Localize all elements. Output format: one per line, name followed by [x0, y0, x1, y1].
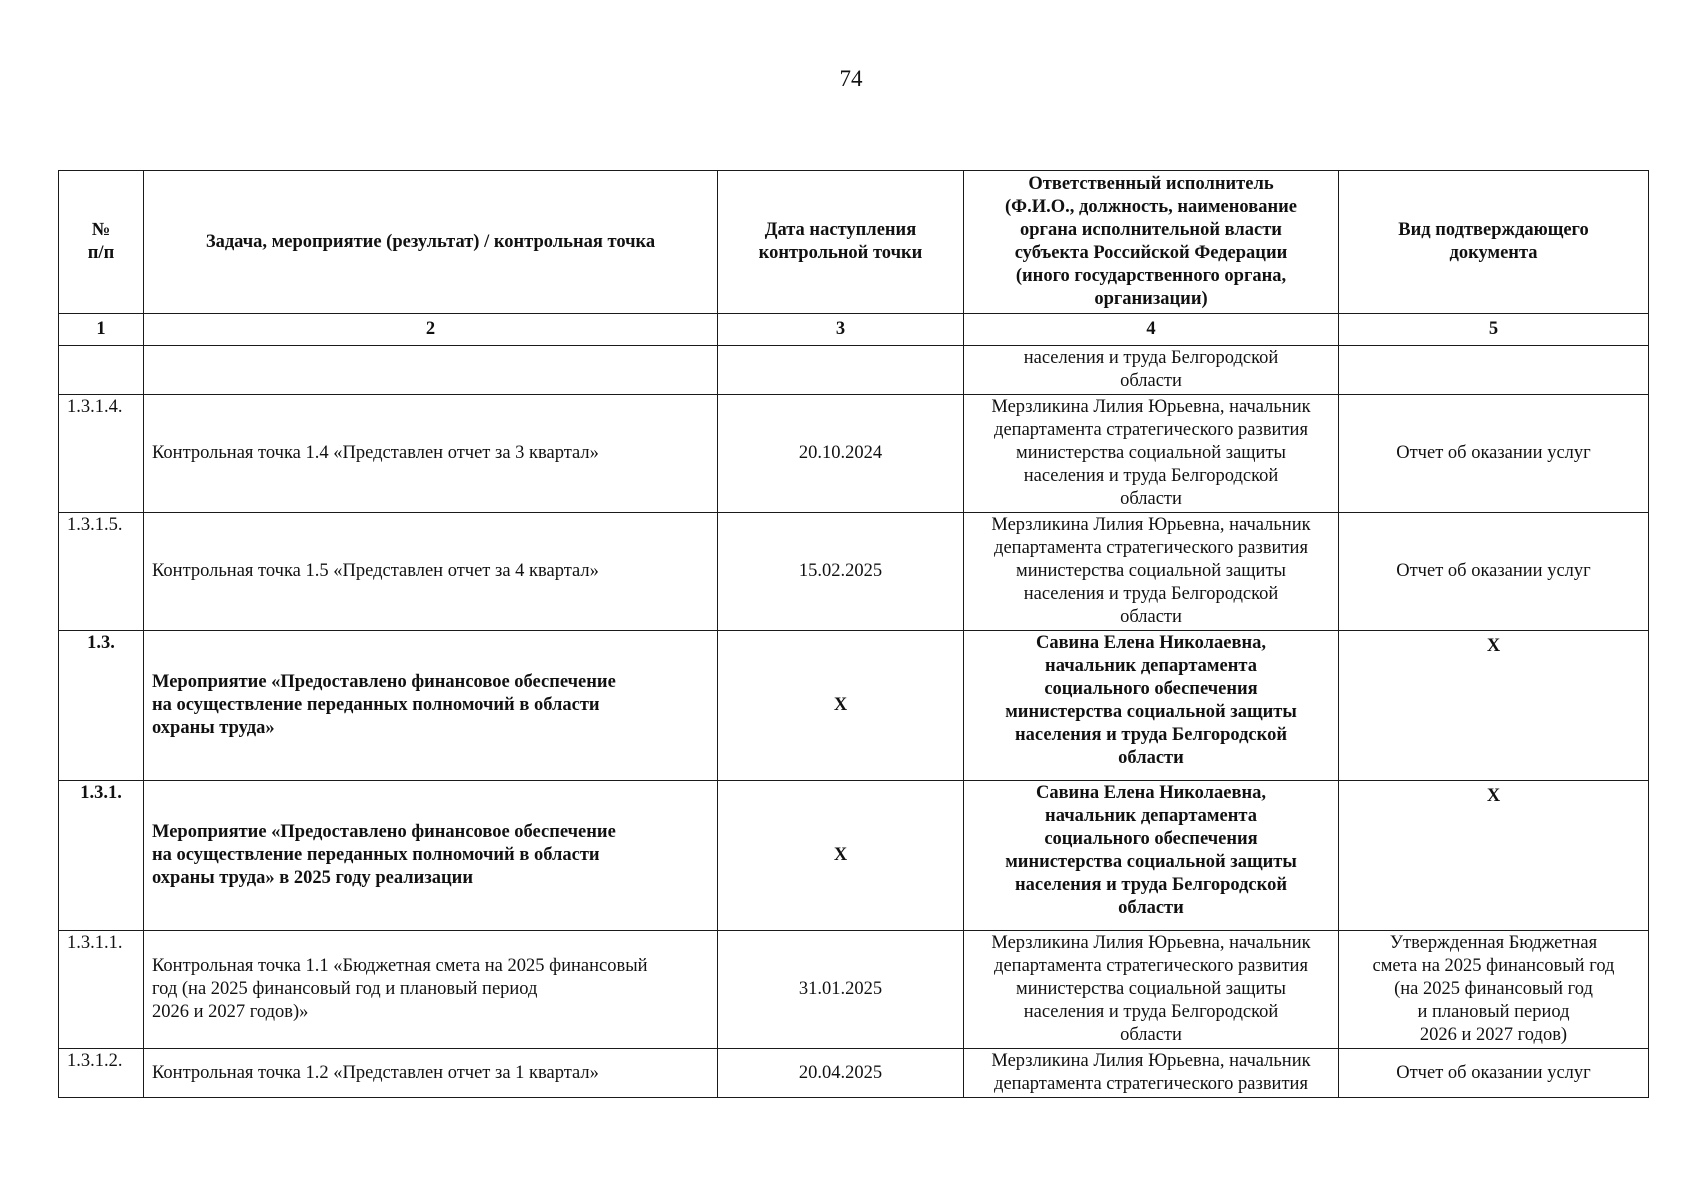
row-task: Мероприятие «Предоставлено финансовое обеспечение на осуществление переданных полномочий в области охраны труда» в 2025 году реализации [144, 781, 718, 931]
row-date: 20.10.2024 [718, 395, 964, 513]
row-task: Контрольная точка 1.1 «Бюджетная смета на 2025 финансовый год (на 2025 финансовый год и плановый период 2026 и 2027 годов)» [144, 931, 718, 1049]
table-row [59, 513, 1649, 631]
control-points-table [58, 170, 1649, 1098]
row-document [1339, 346, 1649, 395]
row-responsible: Савина Елена Николаевна, начальник департамента социального обеспечения министерства социальной защиты населения и труда Белгородской области [964, 631, 1339, 781]
header-document: Вид подтверждающего документа [1339, 171, 1649, 314]
row-number: 1.3.1.4. [59, 395, 144, 513]
row-responsible: Мерзликина Лилия Юрьевна, начальник департамента стратегического развития министерства социальной защиты населения и труда Белгородской области [964, 931, 1339, 1049]
row-responsible: Мерзликина Лилия Юрьевна, начальник департамента стратегического развития министерства социальной защиты населения и труда Белгородской области [964, 395, 1339, 513]
header-task: Задача, мероприятие (результат) / контрольная точка [144, 171, 718, 314]
table-row [59, 631, 1649, 781]
row-document: Отчет об оказании услуг [1339, 513, 1649, 631]
header-num: № п/п [59, 171, 144, 314]
table-row [59, 931, 1649, 1049]
row-document: Отчет об оказании услуг [1339, 1049, 1649, 1098]
table-row [59, 395, 1649, 513]
header-responsible: Ответственный исполнитель (Ф.И.О., должность, наименование органа исполнительной власти субъекта Российской Федерации (иного государственного органа, организации) [964, 171, 1339, 314]
column-number: 2 [144, 314, 718, 346]
column-number: 3 [718, 314, 964, 346]
table-row [59, 1049, 1649, 1098]
header-date: Дата наступления контрольной точки [718, 171, 964, 314]
row-task: Мероприятие «Предоставлено финансовое обеспечение на осуществление переданных полномочий в области охраны труда» [144, 631, 718, 781]
column-number: 1 [59, 314, 144, 346]
row-date: 20.04.2025 [718, 1049, 964, 1098]
row-task [144, 346, 718, 395]
column-number: 4 [964, 314, 1339, 346]
row-number: 1.3.1.2. [59, 1049, 144, 1098]
row-date: X [718, 631, 964, 781]
column-numbers-row [59, 314, 1649, 346]
table-row [59, 781, 1649, 931]
row-responsible: Мерзликина Лилия Юрьевна, начальник департамента стратегического развития [964, 1049, 1339, 1098]
row-date: X [718, 781, 964, 931]
row-document: Отчет об оказании услуг [1339, 395, 1649, 513]
row-number: 1.3.1.1. [59, 931, 144, 1049]
table-header-row [59, 171, 1649, 314]
row-document: Утвержденная Бюджетная смета на 2025 финансовый год (на 2025 финансовый год и плановый период 2026 и 2027 годов) [1339, 931, 1649, 1049]
row-responsible: Мерзликина Лилия Юрьевна, начальник департамента стратегического развития министерства социальной защиты населения и труда Белгородской области [964, 513, 1339, 631]
row-date: 31.01.2025 [718, 931, 964, 1049]
row-date: 15.02.2025 [718, 513, 964, 631]
row-task: Контрольная точка 1.4 «Представлен отчет за 3 квартал» [144, 395, 718, 513]
table-row [59, 346, 1649, 395]
row-number: 1.3. [59, 631, 144, 781]
page-number: 74 [839, 66, 863, 91]
row-number: 1.3.1. [59, 781, 144, 931]
row-responsible: Савина Елена Николаевна, начальник департамента социального обеспечения министерства социальной защиты населения и труда Белгородской области [964, 781, 1339, 931]
row-responsible: населения и труда Белгородской области [964, 346, 1339, 395]
row-date [718, 346, 964, 395]
column-number: 5 [1339, 314, 1649, 346]
row-document: X [1339, 781, 1649, 931]
row-number [59, 346, 144, 395]
row-task: Контрольная точка 1.2 «Представлен отчет за 1 квартал» [144, 1049, 718, 1098]
row-document: X [1339, 631, 1649, 781]
row-task: Контрольная точка 1.5 «Представлен отчет за 4 квартал» [144, 513, 718, 631]
row-number: 1.3.1.5. [59, 513, 144, 631]
